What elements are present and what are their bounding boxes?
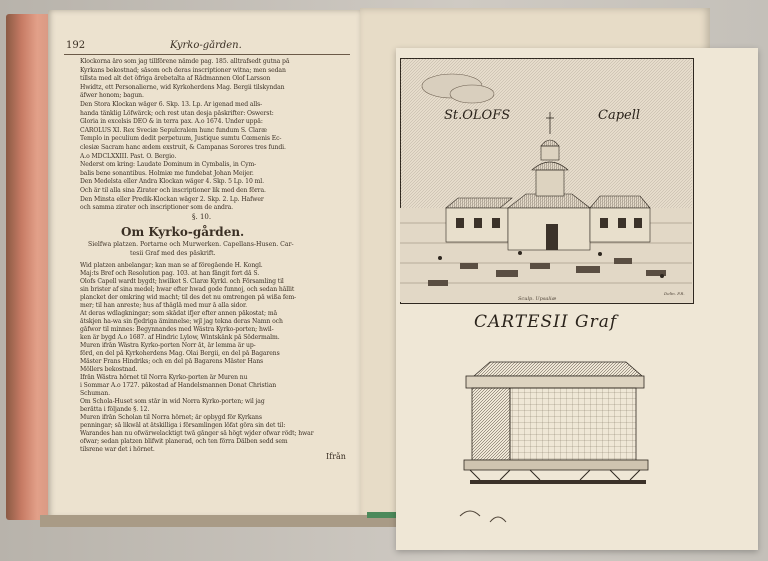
plate2-title: CARTESII Graf [474,312,618,332]
book-board [40,515,420,527]
text-line: tillsta med alt det öfriga ärebetalta af Rådmannen Olof Larsson [80,75,271,83]
text-line: Nederst om kring: Laudate Dominum in Cymbalis, in Cym- [80,161,257,169]
text-line: Kyrkans bekostnad; såsom och deras inscriptioner witna; men sedan [80,66,286,74]
text-line: förd, en del på Kyrkoherdens Mag. Olai Bergii, en del på Bagarens [80,350,280,357]
catchword: Ifrån [326,452,346,461]
text-line: Ifrån Wästra hörnet til Norra Kyrko-porten är Muren nu [80,374,248,381]
text-line: tilsrene war det i hörnet. [80,446,155,453]
text-line: i Sommar A.o 1727. påkostad af Handelsmannen Donat Christian [80,382,277,389]
text-line: Och är til alla sina Zirater och inscriptioner lik med den förra. [80,187,266,194]
text-line: handa tänklig Löfwärck; och rest utan desja påskrifter: Oswerst: [80,109,274,117]
text-line: Klockorna äro som jag tillförene nämde pag. 185. alltrafsedt gutna på [80,58,290,65]
text-line: sin brister af sina medel; hwar efter hwad gode funnoj, och sedan hållit [80,286,295,293]
plate1-artist-left: Sculp. Upsaliæ [518,296,557,302]
text-line: åtskjen ha-wa sin fjedriga äminnelse; wjl jag tekna deras Namn och [80,318,283,325]
plate1-caption-right: Capell [598,108,641,123]
text-line: A.o MDCLXXIII. Past. O. Bergio. [80,152,177,160]
text-line: berätta i följande §. 12. [80,406,150,413]
section-number: §. 10. [192,213,212,221]
text-line: och samma zirater och inscriptioner som de andra. [80,204,234,212]
section-heading: Om Kyrko-gården. [121,225,245,239]
page-number: 192 [66,40,86,51]
text-line: Hwidtz, ett Personalierne, wid Kyrkoherdens Mag. Bergii tilskyndan [80,83,285,91]
text-line: Schuman. [80,390,110,397]
text-line: Gloria in excelsis DEO & in terra pax. A.o 1674. Under uppå: [80,118,263,126]
text-line: CAROLUS XI. Rex Sveciæ Sepulcralem hunc fundum S. Claræ [80,126,267,134]
tomb-illustration [440,356,670,532]
text-line: gåfwor til minnes: Begynnandes med Wästra Kyrko-porten; hwil- [80,326,274,333]
text-line: penningar; så likwäl at åtskilliga i församlingen löfat göra sin det til: [80,422,286,429]
text-line: äfwer honom; bagun. [80,92,144,100]
text-line: At deras wdlagkningar; som skådat ifjer efter annen påkostat; må [80,310,278,317]
text-line: plancket der omkring wid macht; til des det nu omtrengen på wißa fem- [80,294,297,301]
text-line: Wid platzen anbelangar; kan man se af föregående H. Kongl. [80,262,263,269]
text-line: Muren ifrån Scholan til Norra hörnet; är opbygd för Kyrkans [80,414,262,421]
section-subtitle: Sielfwa platzen. Portarne och Murwerken. Capellans-Husen. Car- [88,241,294,248]
text-line: Den Minsta eller Predik-Klockan wäger 2. Skp. 2. Lp. Hafwer [80,195,264,203]
text-line: Möllers bekostnad. [80,366,138,373]
text-line: clesiæ Sacram hanc ædem exstruit, & Campanas Sorores tres fundi. [80,144,286,151]
header-rule [64,54,350,55]
text-line: ken är bygd A.o 1687. af Hindric Lylow, Wintskänk på Södermalm. [80,334,280,341]
chapel-illustration [400,58,692,302]
text-line: mer; til han anreste; hus af thäglä med mur å alla sidor. [80,302,247,309]
text-line: Muren ifrån Wästra Kyrko-porten Norr åt, är lemma är up- [80,342,256,349]
text-line: Olofs Capell wardt bygdt; hwilket S. Claræ Kyrkl. och Församling til [80,278,284,285]
text-line: balis bene sonantibus. Holmiæ me fundebat Johan Meijer. [80,169,254,177]
running-head: Kyrko-gården. [170,40,242,51]
section-subtitle-cont: tesii Graf med des påskrift. [130,250,216,257]
plate1-artist-right: Delin. P.R. [664,291,685,296]
text-line: Om Schola-Huset som står in wid Norra Kyrko-porten; wil jag [80,398,265,405]
text-line: Den Medelsta eller Andra Klockan wäger 4. Skp. 5 Lp. 10 ml. [80,178,264,186]
text-line: Maj:ts Bref och Resolution pag. 103. at han fångit fort då S. [80,270,260,277]
text-line: Den Stora Klockan wäger 6. Skp. 13. Lp. Är igenad med alls- [80,101,263,108]
text-line: Warandes han nu ofwärwelacktigt twå gånger så högt wjder ofwar rödt; hwar [80,430,314,437]
text-line: Mäster Frans Hindriks; och en del på Bagarens Mäster Hans [80,358,264,365]
text-line: Templo in peculium dedit perpetuum, Justique sumtu Cœmenis Ec- [80,135,282,143]
plate1-caption-left: St.OLOFS [444,108,511,123]
text-line: ofwar; sedan platzen blifwit planerad, och ten förra Dälben sedd sem [80,438,288,445]
